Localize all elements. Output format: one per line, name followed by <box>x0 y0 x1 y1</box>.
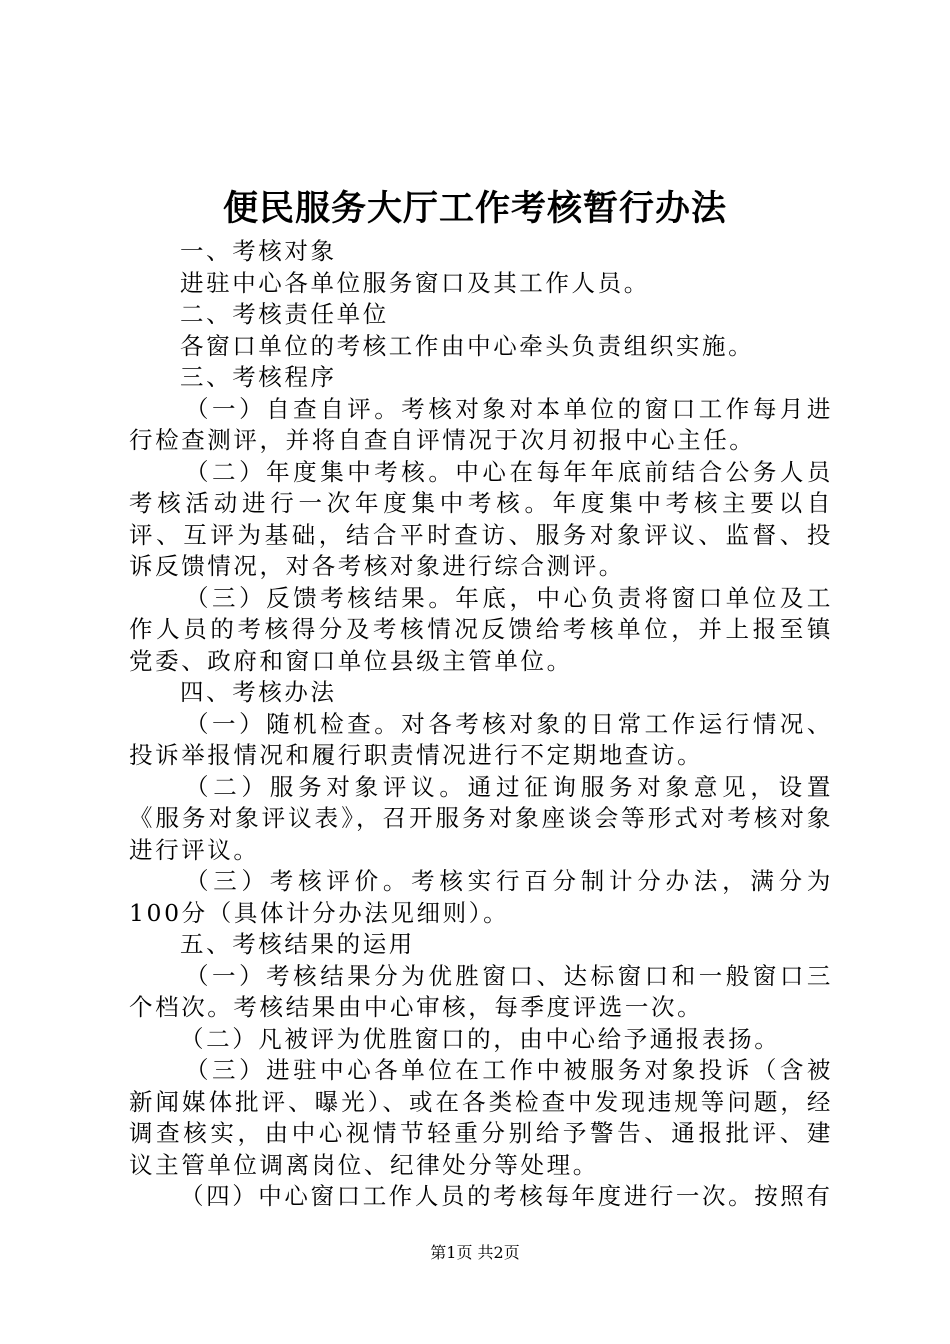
paragraph: （四）中心窗口工作人员的考核每年度进行一次。按照有 <box>180 1182 833 1210</box>
paragraph: 进驻中心各单位服务窗口及其工作人员。 <box>180 268 650 297</box>
paragraph: （三）反馈考核结果。年底，中心负责将窗口单位及工作人员的考核得分及考核情况反馈给考核单位，并上报至镇党委、政府和窗口单位县级主管单位。 <box>129 583 833 675</box>
paragraph: （一）考核结果分为优胜窗口、达标窗口和一般窗口三个档次。考核结果由中心审核，每季度评选一次。 <box>129 961 833 1021</box>
paragraph: （二）服务对象评议。通过征询服务对象意见，设置《服务对象评议表》，召开服务对象座谈会等形式对考核对象进行评议。 <box>129 772 833 864</box>
paragraph: （一）自查自评。考核对象对本单位的窗口工作每月进行检查测评，并将自查自评情况于次月初报中心主任。 <box>129 394 833 454</box>
paragraph: 各窗口单位的考核工作由中心牵头负责组织实施。 <box>180 331 755 360</box>
section-heading: 二、考核责任单位 <box>180 300 389 328</box>
section-heading: 三、考核程序 <box>180 363 337 391</box>
section-heading: 五、考核结果的运用 <box>180 930 415 958</box>
paragraph: （二）凡被评为优胜窗口的，由中心给予通报表扬。 <box>180 1024 781 1053</box>
document-title: 便民服务大厅工作考核暂行办法 <box>222 188 727 229</box>
document-body <box>129 236 833 1213</box>
page-number: 第1页 共2页 <box>430 1243 520 1262</box>
paragraph: （三）进驻中心各单位在工作中被服务对象投诉（含被新闻媒体批评、曝光）、或在各类检查中发现违规等问题，经调查核实，由中心视情节轻重分别给予警告、通报批评、建议主管单位调离岗位、纪律处分等处理。 <box>129 1056 833 1179</box>
paragraph: （二）年度集中考核。中心在每年年底前结合公务人员考核活动进行一次年度集中考核。年度集中考核主要以自评、互评为基础，结合平时查访、服务对象评议、监督、投诉反馈情况，对各考核对象进行综合测评。 <box>129 457 833 580</box>
paragraph: （一）随机检查。对各考核对象的日常工作运行情况、投诉举报情况和履行职责情况进行不定期地查访。 <box>129 709 833 769</box>
paragraph: （三）考核评价。考核实行百分制计分办法，满分为100分（具体计分办法见细则）。 <box>129 867 833 927</box>
section-heading: 四、考核办法 <box>180 678 337 706</box>
section-heading: 一、考核对象 <box>180 237 337 265</box>
